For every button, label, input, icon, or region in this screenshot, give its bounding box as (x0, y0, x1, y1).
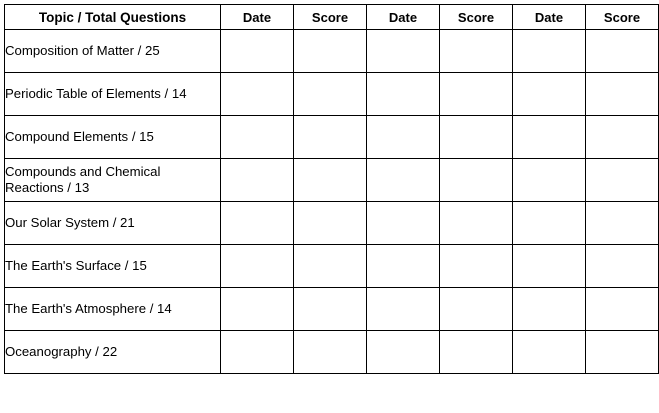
date-entry-cell[interactable] (513, 73, 586, 116)
table-row (5, 202, 659, 245)
date-entry-cell[interactable] (513, 116, 586, 159)
date-entry-cell[interactable] (367, 288, 440, 331)
date-entry-cell[interactable] (513, 159, 586, 202)
topic-label: The Earth's Atmosphere / 14 (5, 288, 221, 331)
score-entry-cell[interactable] (294, 159, 367, 202)
score-entry-cell[interactable] (294, 116, 367, 159)
date-entry-cell[interactable] (513, 331, 586, 374)
score-entry-cell[interactable] (294, 202, 367, 245)
column-header-topic: Topic / Total Questions (5, 5, 221, 30)
date-entry-cell[interactable] (221, 331, 294, 374)
date-entry-cell[interactable] (221, 245, 294, 288)
date-entry-cell[interactable] (221, 30, 294, 73)
date-entry-cell[interactable] (513, 288, 586, 331)
score-entry-cell[interactable] (440, 288, 513, 331)
date-entry-cell[interactable] (221, 73, 294, 116)
table-row (5, 331, 659, 374)
topic-label: The Earth's Surface / 15 (5, 245, 221, 288)
score-entry-cell[interactable] (586, 73, 659, 116)
score-entry-cell[interactable] (440, 30, 513, 73)
score-entry-cell[interactable] (294, 288, 367, 331)
date-entry-cell[interactable] (367, 73, 440, 116)
column-header-date-2: Date (367, 5, 440, 30)
table-row (5, 159, 659, 202)
score-entry-cell[interactable] (440, 202, 513, 245)
table-body (5, 30, 659, 374)
score-entry-cell[interactable] (586, 288, 659, 331)
table-header-row (5, 5, 659, 30)
date-entry-cell[interactable] (367, 245, 440, 288)
topic-label: Our Solar System / 21 (5, 202, 221, 245)
table-row (5, 73, 659, 116)
topic-label: Compound Elements / 15 (5, 116, 221, 159)
column-header-date-1: Date (221, 5, 294, 30)
score-entry-cell[interactable] (440, 331, 513, 374)
date-entry-cell[interactable] (221, 202, 294, 245)
date-entry-cell[interactable] (513, 202, 586, 245)
table-header (5, 5, 659, 30)
date-entry-cell[interactable] (367, 30, 440, 73)
topic-label: Compounds and Chemical Reactions / 13 (5, 159, 221, 202)
score-entry-cell[interactable] (294, 245, 367, 288)
score-entry-cell[interactable] (586, 202, 659, 245)
table-row (5, 116, 659, 159)
score-entry-cell[interactable] (294, 73, 367, 116)
score-entry-cell[interactable] (586, 245, 659, 288)
score-table (4, 4, 659, 374)
score-entry-cell[interactable] (586, 331, 659, 374)
date-entry-cell[interactable] (367, 116, 440, 159)
date-entry-cell[interactable] (221, 159, 294, 202)
topic-label: Oceanography / 22 (5, 331, 221, 374)
column-header-date-3: Date (513, 5, 586, 30)
table-row (5, 288, 659, 331)
score-entry-cell[interactable] (586, 30, 659, 73)
column-header-score-2: Score (440, 5, 513, 30)
date-entry-cell[interactable] (513, 245, 586, 288)
column-header-score-3: Score (586, 5, 659, 30)
topic-label: Periodic Table of Elements / 14 (5, 73, 221, 116)
score-entry-cell[interactable] (294, 331, 367, 374)
date-entry-cell[interactable] (367, 202, 440, 245)
score-entry-cell[interactable] (294, 30, 367, 73)
table-row (5, 245, 659, 288)
score-entry-cell[interactable] (440, 116, 513, 159)
score-entry-cell[interactable] (586, 116, 659, 159)
date-entry-cell[interactable] (513, 30, 586, 73)
score-entry-cell[interactable] (586, 159, 659, 202)
score-entry-cell[interactable] (440, 245, 513, 288)
score-entry-cell[interactable] (440, 73, 513, 116)
score-entry-cell[interactable] (440, 159, 513, 202)
date-entry-cell[interactable] (221, 116, 294, 159)
date-entry-cell[interactable] (367, 159, 440, 202)
date-entry-cell[interactable] (221, 288, 294, 331)
topic-label: Composition of Matter / 25 (5, 30, 221, 73)
column-header-score-1: Score (294, 5, 367, 30)
date-entry-cell[interactable] (367, 331, 440, 374)
table-row (5, 30, 659, 73)
